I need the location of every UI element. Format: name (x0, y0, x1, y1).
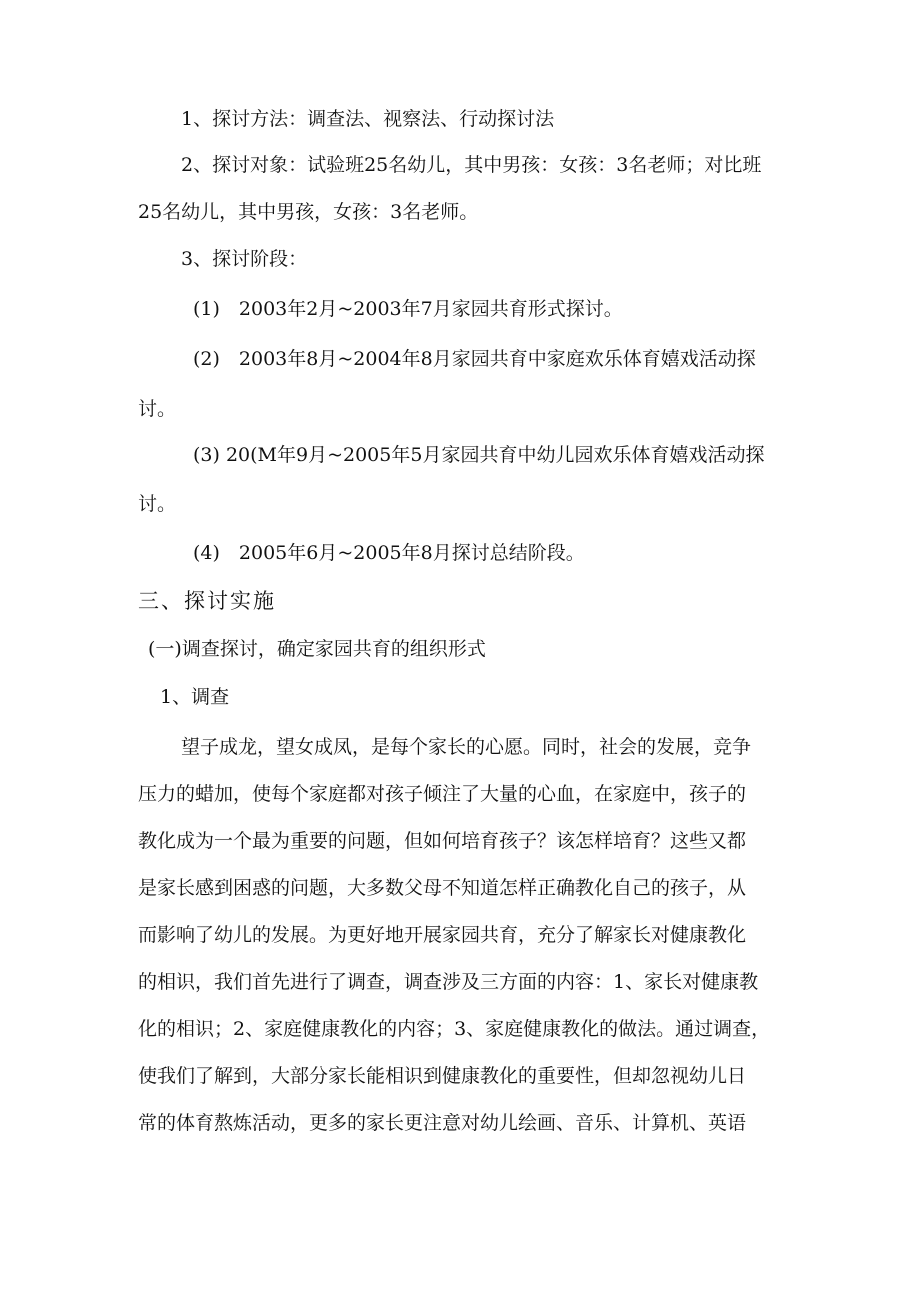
stage-2-line-2: 讨。 (138, 398, 177, 420)
research-subjects-line-1 (181, 152, 784, 178)
body-line-7: 化的相识；2、家庭健康教化的内容；3、家庭健康教化的做法。通过调查， (138, 1018, 771, 1040)
subsection-heading-survey: (一)调查探讨，确定家园共育的组织形式 (148, 638, 486, 660)
body-line-2: 压力的蜡加，使每个家庭都对孩子倾注了大量的心血，在家庭中，孩子的 (138, 783, 747, 805)
body-line-8: 使我们了解到，大部分家长能相识到健康教化的重要性，但却忽视幼儿日 (138, 1065, 747, 1087)
stage-3-line-2: 讨。 (138, 493, 177, 515)
survey-title: 1、调查 (160, 686, 230, 708)
stage-2-line-1: (2) 2003年8月~2004年8月家园共育中家庭欢乐体育嬉戏活动探 (193, 348, 756, 370)
body-line-4: 是家长感到困惑的问题，大多数父母不知道怎样正确教化自己的孩子，从 (138, 877, 747, 899)
body-line-9: 常的体育熬炼活动，更多的家长更注意对幼儿绘画、音乐、计算机、英语 (138, 1112, 747, 1134)
research-stages-title: 3、探讨阶段： (181, 248, 308, 270)
body-line-3: 教化成为一个最为重要的问题，但如何培育孩子？该怎样培育？这些又都 (138, 830, 747, 852)
body-line-6: 的相识，我们首先进行了调查，调查涉及三方面的内容：1、家长对健康教 (138, 971, 759, 993)
body-line-5: 而影响了幼儿的发展。为更好地开展家园共育，充分了解家长对健康教化 (138, 924, 747, 946)
stage-1-line: (1) 2003年2月~2003年7月家园共育形式探讨。 (193, 298, 623, 320)
body-line-1 (181, 734, 784, 760)
text-segment: 2、探讨对象：试验班25名幼儿，其中男孩：女孩：3名老师；对比班 (181, 154, 762, 176)
stage-3-line-1: (3) 20(M年9月~2005年5月家园共育中幼儿园欢乐体育嬉戏活动探 (193, 444, 765, 466)
text-segment: 望子成龙，望女成凤，是每个家长的心愿。同时，社会的发展，竞争 (181, 736, 752, 758)
research-methods-line: 1、探讨方法：调查法、视察法、行动探讨法 (181, 108, 555, 130)
stage-4-line: (4) 2005年6月~2005年8月探讨总结阶段。 (193, 542, 585, 564)
research-subjects-line-2: 25名幼儿，其中男孩，女孩：3名老师。 (138, 201, 479, 223)
section-heading-implementation: 三、探讨实施 (138, 589, 276, 613)
